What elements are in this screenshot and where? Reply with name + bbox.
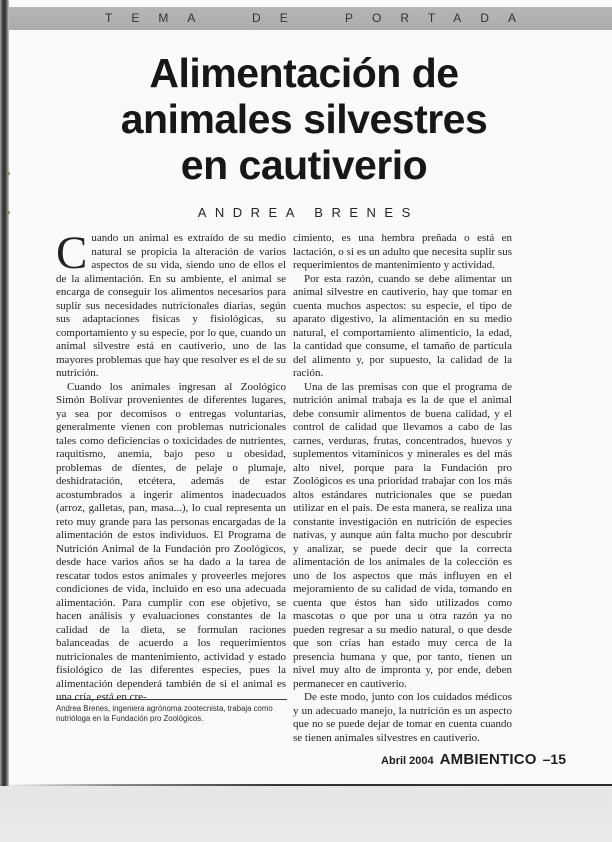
paragraph-right-4: De este modo, junto con los cuidados médicos y un adecuado manejo, la nutrición es un aspecto que no se puede dejar de tomar en cuenta cuando se tienen animales silvestres en cautiverio. — [293, 691, 512, 744]
paragraph-right-1: cimiento, es una hembra preñada o está en lactación, o si es un adulto que necesita suplir sus requerimientos de mantenimiento y actividad. — [293, 232, 512, 271]
article-title — [9, 50, 599, 188]
scan-left-edge — [0, 0, 9, 806]
page-number: –15 — [542, 751, 566, 767]
issue-date: Abril 2004 — [381, 755, 434, 767]
paragraph-left-2: Cuando los animales ingresan al Zoológico Simón Bolívar provenientes de diferentes lugares, ya sea por decomisos o entregas voluntarias, generalmente vienen con problemas nutricionales tales como deficiencias o toxicidades de nutrientes, raquitismo, anemia, bajo peso u obesidad, problemas de dientes, de pelaje o plumaje, deshidratación, etcétera, además de estar acostumbrados a ingerir alimentos inadecuados (arroz, galletas, pan, masa...), lo cual representa un reto muy grande para las personas encargadas de la alimentación de estos individuos. El Programa de Nutrición Animal de la Fundación pro Zoológicos, desde hace varios años se ha dado a la tarea de rescatar todos estos animales y proveerles mejores condiciones de vida, incluido en eso una adecuada alimentación. Para cumplir con ese objetivo, se hacen análisis y evaluaciones constantes de la calidad de la dieta, se formulan raciones balanceadas de acuerdo a los requerimientos nutricionales de mantenimiento, actividad y estado fisiológico de las diferentes especies, pues la alimentación dependerá también de si el animal es una cría, está en cre- — [56, 380, 286, 703]
column-left — [56, 227, 286, 705]
paragraph-right-3: Una de las premisas con que el programa de nutrición animal trabaja es la de que el animal debe consumir alimentos de buena calidad, y el control de calidad que llevamos a cabo de las carnes, verduras, frutas, concentrados, huevos y suplementos vitamínicos y minerales es del más alto nivel, porque para la Fundación pro Zoológicos es una prioridad trabajar con los más altos estándares nutricionales que se puedan utilizar en el país. De esta manera, se realiza una constante investigación en nutrición de especies nativas, y aunque aún falta mucho por descubrir y analizar, se puede decir que la correcta alimentación de los animales de la colección es uno de los aspectos que más influyen en el mejoramiento de su calidad de vida, tomando en cuenta que éstos han sido utilizados como mascotas o que por una u otra razón ya no pueden regresar a su medio natural, o que desde que son crías han estado muy cerca de la presencia humana y que, por tanto, tienen un nivel muy alto de impronta y, por ende, deben permanecer en cautiverio. — [293, 380, 512, 690]
column-right — [293, 232, 512, 745]
scan-artifact-speck — [7, 211, 10, 214]
magazine-logo: AMBIENTICO — [439, 751, 537, 768]
author-footnote: Andrea Brenes, ingeniera agrónoma zootecnista, trabaja como nutrióloga en la Fundación pro Zoológicos. — [56, 699, 287, 723]
drop-cap: C — [56, 227, 88, 279]
scan-artifact-speck — [7, 172, 10, 175]
article-title-line-2: animales silvestres — [120, 96, 488, 142]
author-name: ANDREA BRENES — [197, 205, 419, 220]
paragraph-lead — [56, 227, 286, 381]
paragraph-lead-text: uando un animal es extraído de su medio natural se propicia la alteración de varios aspectos de su vida, siendo uno de ellos el de la alimentación. En su ambiente, el animal se encarga de conseguir los alimentos necesarios para suplir sus necesidades nutricionales diarias, según sus adaptaciones físicas y fisiológicas, su comportamiento y su especie, por lo que, cuando un animal silvestre está en cautiverio, uno de las mayores problemas que hay que resolver es el de su nutrición. — [56, 232, 286, 379]
article-title-line-1: Alimentación de — [149, 50, 459, 96]
article-title-line-3: en cautiverio — [180, 142, 428, 188]
paragraph-right-2: Por esta razón, cuando se debe alimentar un animal silvestre en cautiverio, hay que tomar en cuenta muchos aspectos: su especie, el tipo de aparato digestivo, la alimentación en su medio natural, el comportamiento alimenticio, la edad, la cantidad que consume, el tamaño de partícula del alimento y, por supuesto, la calidad de la ración. — [293, 272, 512, 379]
page-footer — [381, 751, 566, 768]
section-banner: TEMA DE PORTADA — [9, 7, 612, 30]
scanner-background — [0, 786, 612, 842]
